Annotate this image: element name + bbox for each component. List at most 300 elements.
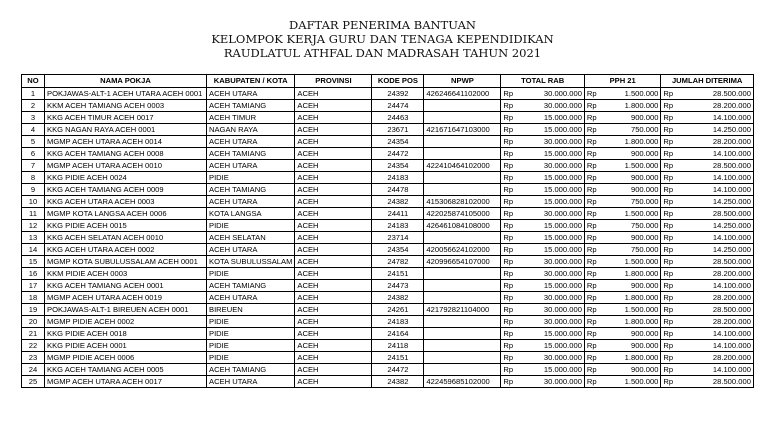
currency-label: Rp bbox=[584, 364, 601, 376]
cell-total-rab: 30.000.000 bbox=[517, 292, 584, 304]
cell-npwp bbox=[424, 268, 501, 280]
currency-label: Rp bbox=[584, 376, 601, 388]
cell-npwp bbox=[424, 352, 501, 364]
cell-pph21: 1.800.000 bbox=[601, 292, 661, 304]
table-row bbox=[22, 100, 754, 112]
currency-label: Rp bbox=[501, 88, 518, 100]
cell-kode-pos: 24261 bbox=[372, 304, 424, 316]
currency-label: Rp bbox=[661, 100, 678, 112]
cell-provinsi: ACEH bbox=[295, 88, 372, 100]
cell-jumlah-diterima: 28.200.000 bbox=[677, 292, 753, 304]
cell-kode-pos: 24474 bbox=[372, 100, 424, 112]
cell-npwp: 426461084108000 bbox=[424, 220, 501, 232]
cell-no: 5 bbox=[22, 136, 45, 148]
currency-label: Rp bbox=[501, 232, 518, 244]
currency-label: Rp bbox=[661, 304, 678, 316]
cell-kode-pos: 24472 bbox=[372, 364, 424, 376]
cell-nama-pokja: KKG PIDIE ACEH 0024 bbox=[45, 172, 207, 184]
cell-kode-pos: 24472 bbox=[372, 148, 424, 160]
cell-npwp bbox=[424, 364, 501, 376]
cell-nama-pokja: KKG NAGAN RAYA ACEH 0001 bbox=[45, 124, 207, 136]
cell-total-rab: 15.000.000 bbox=[517, 364, 584, 376]
cell-no: 2 bbox=[22, 100, 45, 112]
currency-label: Rp bbox=[501, 292, 518, 304]
table-row bbox=[22, 88, 754, 100]
cell-total-rab: 30.000.000 bbox=[517, 100, 584, 112]
cell-kabupaten: ACEH UTARA bbox=[207, 160, 295, 172]
cell-kabupaten: PIDIE bbox=[207, 268, 295, 280]
col-header-kabupaten: KABUPATEN / KOTA bbox=[207, 75, 295, 88]
cell-kode-pos: 24183 bbox=[372, 172, 424, 184]
cell-total-rab: 15.000.000 bbox=[517, 112, 584, 124]
currency-label: Rp bbox=[584, 256, 601, 268]
cell-total-rab: 30.000.000 bbox=[517, 208, 584, 220]
cell-jumlah-diterima: 14.100.000 bbox=[677, 340, 753, 352]
cell-nama-pokja: MGMP PIDIE ACEH 0002 bbox=[45, 316, 207, 328]
cell-no: 12 bbox=[22, 220, 45, 232]
cell-kode-pos: 24392 bbox=[372, 88, 424, 100]
cell-jumlah-diterima: 28.200.000 bbox=[677, 268, 753, 280]
table-row bbox=[22, 124, 754, 136]
col-header-total-rab: TOTAL RAB bbox=[501, 75, 585, 88]
cell-no: 15 bbox=[22, 256, 45, 268]
cell-provinsi: ACEH bbox=[295, 184, 372, 196]
cell-kabupaten: ACEH UTARA bbox=[207, 196, 295, 208]
cell-nama-pokja: MGMP ACEH UTARA ACEH 0010 bbox=[45, 160, 207, 172]
cell-total-rab: 30.000.000 bbox=[517, 136, 584, 148]
currency-label: Rp bbox=[584, 172, 601, 184]
cell-kode-pos: 24473 bbox=[372, 280, 424, 292]
cell-kabupaten: ACEH TAMIANG bbox=[207, 184, 295, 196]
cell-no: 3 bbox=[22, 112, 45, 124]
cell-provinsi: ACEH bbox=[295, 304, 372, 316]
cell-pph21: 900.000 bbox=[601, 172, 661, 184]
cell-kode-pos: 24118 bbox=[372, 340, 424, 352]
cell-pph21: 900.000 bbox=[601, 328, 661, 340]
cell-pph21: 1.800.000 bbox=[601, 100, 661, 112]
cell-jumlah-diterima: 28.200.000 bbox=[677, 352, 753, 364]
cell-no: 21 bbox=[22, 328, 45, 340]
cell-kode-pos: 24354 bbox=[372, 160, 424, 172]
cell-no: 6 bbox=[22, 148, 45, 160]
currency-label: Rp bbox=[501, 256, 518, 268]
currency-label: Rp bbox=[501, 280, 518, 292]
cell-nama-pokja: KKG ACEH UTARA ACEH 0002 bbox=[45, 244, 207, 256]
cell-no: 14 bbox=[22, 244, 45, 256]
table-row bbox=[22, 328, 754, 340]
cell-npwp: 420056624102000 bbox=[424, 244, 501, 256]
cell-provinsi: ACEH bbox=[295, 208, 372, 220]
cell-jumlah-diterima: 14.100.000 bbox=[677, 364, 753, 376]
document-title-line-3: RAUDLATUL ATHFAL DAN MADRASAH TAHUN 2021 bbox=[223, 46, 542, 60]
cell-kode-pos: 24382 bbox=[372, 292, 424, 304]
cell-no: 11 bbox=[22, 208, 45, 220]
cell-provinsi: ACEH bbox=[295, 124, 372, 136]
cell-nama-pokja: KKG ACEH SELATAN ACEH 0010 bbox=[45, 232, 207, 244]
cell-nama-pokja: KKM ACEH TAMIANG ACEH 0003 bbox=[45, 100, 207, 112]
cell-pph21: 1.500.000 bbox=[601, 256, 661, 268]
cell-npwp bbox=[424, 340, 501, 352]
cell-total-rab: 15.000.000 bbox=[517, 232, 584, 244]
currency-label: Rp bbox=[584, 292, 601, 304]
currency-label: Rp bbox=[661, 364, 678, 376]
cell-no: 25 bbox=[22, 376, 45, 388]
cell-kode-pos: 24151 bbox=[372, 352, 424, 364]
cell-provinsi: ACEH bbox=[295, 292, 372, 304]
currency-label: Rp bbox=[584, 148, 601, 160]
cell-kabupaten: PIDIE bbox=[207, 328, 295, 340]
currency-label: Rp bbox=[584, 196, 601, 208]
currency-label: Rp bbox=[501, 136, 518, 148]
cell-kabupaten: ACEH UTARA bbox=[207, 136, 295, 148]
cell-total-rab: 15.000.000 bbox=[517, 328, 584, 340]
cell-nama-pokja: KKG PIDIE ACEH 0001 bbox=[45, 340, 207, 352]
cell-total-rab: 15.000.000 bbox=[517, 280, 584, 292]
cell-pph21: 1.500.000 bbox=[601, 160, 661, 172]
cell-kode-pos: 24183 bbox=[372, 316, 424, 328]
table-row bbox=[22, 340, 754, 352]
table-row bbox=[22, 184, 754, 196]
currency-label: Rp bbox=[584, 220, 601, 232]
cell-provinsi: ACEH bbox=[295, 316, 372, 328]
currency-label: Rp bbox=[584, 100, 601, 112]
cell-kabupaten: BIREUEN bbox=[207, 304, 295, 316]
cell-jumlah-diterima: 28.500.000 bbox=[677, 376, 753, 388]
table-row bbox=[22, 256, 754, 268]
cell-kabupaten: ACEH UTARA bbox=[207, 88, 295, 100]
cell-provinsi: ACEH bbox=[295, 376, 372, 388]
currency-label: Rp bbox=[584, 88, 601, 100]
cell-kode-pos: 24183 bbox=[372, 220, 424, 232]
cell-nama-pokja: KKG ACEH TAMIANG ACEH 0008 bbox=[45, 148, 207, 160]
cell-npwp: 422025874105000 bbox=[424, 208, 501, 220]
cell-no: 17 bbox=[22, 280, 45, 292]
cell-npwp bbox=[424, 172, 501, 184]
cell-nama-pokja: KKG ACEH TAMIANG ACEH 0001 bbox=[45, 280, 207, 292]
currency-label: Rp bbox=[501, 112, 518, 124]
cell-provinsi: ACEH bbox=[295, 160, 372, 172]
cell-total-rab: 15.000.000 bbox=[517, 124, 584, 136]
cell-npwp bbox=[424, 136, 501, 148]
cell-pph21: 1.800.000 bbox=[601, 352, 661, 364]
cell-npwp bbox=[424, 232, 501, 244]
currency-label: Rp bbox=[584, 184, 601, 196]
currency-label: Rp bbox=[661, 136, 678, 148]
cell-jumlah-diterima: 28.500.000 bbox=[677, 88, 753, 100]
currency-label: Rp bbox=[501, 352, 518, 364]
currency-label: Rp bbox=[501, 316, 518, 328]
cell-kabupaten: ACEH UTARA bbox=[207, 244, 295, 256]
currency-label: Rp bbox=[501, 268, 518, 280]
cell-npwp: 422459685102000 bbox=[424, 376, 501, 388]
cell-nama-pokja: KKG ACEH TAMIANG ACEH 0005 bbox=[45, 364, 207, 376]
cell-jumlah-diterima: 14.100.000 bbox=[677, 280, 753, 292]
cell-total-rab: 15.000.000 bbox=[517, 196, 584, 208]
cell-pph21: 750.000 bbox=[601, 196, 661, 208]
cell-no: 7 bbox=[22, 160, 45, 172]
cell-kode-pos: 23671 bbox=[372, 124, 424, 136]
currency-label: Rp bbox=[584, 340, 601, 352]
currency-label: Rp bbox=[661, 280, 678, 292]
cell-kabupaten: ACEH TIMUR bbox=[207, 112, 295, 124]
cell-nama-pokja: MGMP PIDIE ACEH 0006 bbox=[45, 352, 207, 364]
cell-npwp bbox=[424, 112, 501, 124]
cell-kode-pos: 24151 bbox=[372, 268, 424, 280]
currency-label: Rp bbox=[661, 256, 678, 268]
table-row bbox=[22, 268, 754, 280]
currency-label: Rp bbox=[661, 88, 678, 100]
currency-label: Rp bbox=[584, 160, 601, 172]
cell-pph21: 900.000 bbox=[601, 184, 661, 196]
cell-jumlah-diterima: 14.250.000 bbox=[677, 220, 753, 232]
cell-pph21: 1.800.000 bbox=[601, 268, 661, 280]
cell-kabupaten: ACEH SELATAN bbox=[207, 232, 295, 244]
currency-label: Rp bbox=[501, 160, 518, 172]
cell-provinsi: ACEH bbox=[295, 112, 372, 124]
currency-label: Rp bbox=[501, 172, 518, 184]
currency-label: Rp bbox=[501, 376, 518, 388]
cell-npwp: 421671647103000 bbox=[424, 124, 501, 136]
cell-nama-pokja: MGMP ACEH UTARA ACEH 0019 bbox=[45, 292, 207, 304]
currency-label: Rp bbox=[661, 196, 678, 208]
cell-kabupaten: ACEH TAMIANG bbox=[207, 148, 295, 160]
currency-label: Rp bbox=[501, 196, 518, 208]
cell-provinsi: ACEH bbox=[295, 100, 372, 112]
cell-npwp: 422410464102000 bbox=[424, 160, 501, 172]
table-row bbox=[22, 196, 754, 208]
cell-nama-pokja: KKG ACEH UTARA ACEH 0003 bbox=[45, 196, 207, 208]
table-row bbox=[22, 136, 754, 148]
cell-provinsi: ACEH bbox=[295, 148, 372, 160]
cell-pph21: 900.000 bbox=[601, 364, 661, 376]
cell-no: 22 bbox=[22, 340, 45, 352]
currency-label: Rp bbox=[661, 184, 678, 196]
col-header-provinsi: PROVINSI bbox=[295, 75, 372, 88]
cell-jumlah-diterima: 28.500.000 bbox=[677, 208, 753, 220]
cell-npwp bbox=[424, 184, 501, 196]
currency-label: Rp bbox=[584, 352, 601, 364]
cell-provinsi: ACEH bbox=[295, 256, 372, 268]
col-header-jumlah: JUMLAH DITERIMA bbox=[661, 75, 754, 88]
cell-nama-pokja: MGMP ACEH UTARA ACEH 0017 bbox=[45, 376, 207, 388]
cell-jumlah-diterima: 14.100.000 bbox=[677, 184, 753, 196]
cell-npwp: 421792821104000 bbox=[424, 304, 501, 316]
cell-npwp: 420996654107000 bbox=[424, 256, 501, 268]
cell-provinsi: ACEH bbox=[295, 340, 372, 352]
cell-kabupaten: PIDIE bbox=[207, 316, 295, 328]
cell-nama-pokja: MGMP KOTA LANGSA ACEH 0006 bbox=[45, 208, 207, 220]
cell-total-rab: 15.000.000 bbox=[517, 340, 584, 352]
currency-label: Rp bbox=[661, 112, 678, 124]
cell-total-rab: 30.000.000 bbox=[517, 160, 584, 172]
cell-kode-pos: 24354 bbox=[372, 136, 424, 148]
currency-label: Rp bbox=[661, 244, 678, 256]
currency-label: Rp bbox=[501, 244, 518, 256]
currency-label: Rp bbox=[661, 124, 678, 136]
cell-npwp bbox=[424, 100, 501, 112]
cell-provinsi: ACEH bbox=[295, 328, 372, 340]
table-row bbox=[22, 304, 754, 316]
cell-nama-pokja: KKG PIDIE ACEH 0018 bbox=[45, 328, 207, 340]
table-row bbox=[22, 292, 754, 304]
currency-label: Rp bbox=[661, 232, 678, 244]
cell-kabupaten: NAGAN RAYA bbox=[207, 124, 295, 136]
cell-pph21: 900.000 bbox=[601, 148, 661, 160]
cell-no: 18 bbox=[22, 292, 45, 304]
currency-label: Rp bbox=[501, 364, 518, 376]
cell-no: 13 bbox=[22, 232, 45, 244]
currency-label: Rp bbox=[501, 124, 518, 136]
cell-jumlah-diterima: 14.250.000 bbox=[677, 124, 753, 136]
table-row bbox=[22, 172, 754, 184]
cell-no: 19 bbox=[22, 304, 45, 316]
cell-total-rab: 15.000.000 bbox=[517, 172, 584, 184]
col-header-npwp: NPWP bbox=[424, 75, 501, 88]
cell-kode-pos: 23714 bbox=[372, 232, 424, 244]
cell-kode-pos: 24382 bbox=[372, 196, 424, 208]
cell-jumlah-diterima: 28.500.000 bbox=[677, 160, 753, 172]
cell-kabupaten: KOTA SUBULUSSALAM bbox=[207, 256, 295, 268]
cell-nama-pokja: KKG ACEH TIMUR ACEH 0017 bbox=[45, 112, 207, 124]
currency-label: Rp bbox=[584, 244, 601, 256]
cell-total-rab: 30.000.000 bbox=[517, 256, 584, 268]
cell-kode-pos: 24478 bbox=[372, 184, 424, 196]
cell-jumlah-diterima: 14.100.000 bbox=[677, 172, 753, 184]
cell-pph21: 1.500.000 bbox=[601, 376, 661, 388]
table-row bbox=[22, 244, 754, 256]
col-header-no: NO bbox=[22, 75, 45, 88]
cell-pph21: 900.000 bbox=[601, 112, 661, 124]
cell-no: 20 bbox=[22, 316, 45, 328]
cell-total-rab: 15.000.000 bbox=[517, 148, 584, 160]
table-row bbox=[22, 316, 754, 328]
cell-kabupaten: PIDIE bbox=[207, 172, 295, 184]
cell-kode-pos: 24411 bbox=[372, 208, 424, 220]
cell-nama-pokja: POKJAWAS-ALT-1 BIREUEN ACEH 0001 bbox=[45, 304, 207, 316]
currency-label: Rp bbox=[661, 172, 678, 184]
cell-npwp bbox=[424, 148, 501, 160]
cell-pph21: 900.000 bbox=[601, 280, 661, 292]
cell-total-rab: 15.000.000 bbox=[517, 244, 584, 256]
cell-jumlah-diterima: 14.250.000 bbox=[677, 244, 753, 256]
currency-label: Rp bbox=[661, 148, 678, 160]
currency-label: Rp bbox=[584, 316, 601, 328]
cell-provinsi: ACEH bbox=[295, 364, 372, 376]
currency-label: Rp bbox=[584, 304, 601, 316]
cell-no: 9 bbox=[22, 184, 45, 196]
cell-kode-pos: 24463 bbox=[372, 112, 424, 124]
cell-total-rab: 30.000.000 bbox=[517, 88, 584, 100]
currency-label: Rp bbox=[661, 316, 678, 328]
currency-label: Rp bbox=[584, 232, 601, 244]
cell-provinsi: ACEH bbox=[295, 268, 372, 280]
table-row bbox=[22, 280, 754, 292]
cell-pph21: 1.500.000 bbox=[601, 304, 661, 316]
currency-label: Rp bbox=[501, 328, 518, 340]
cell-kabupaten: KOTA LANGSA bbox=[207, 208, 295, 220]
cell-total-rab: 15.000.000 bbox=[517, 220, 584, 232]
cell-kabupaten: ACEH UTARA bbox=[207, 292, 295, 304]
cell-no: 23 bbox=[22, 352, 45, 364]
currency-label: Rp bbox=[661, 352, 678, 364]
cell-total-rab: 30.000.000 bbox=[517, 376, 584, 388]
cell-total-rab: 30.000.000 bbox=[517, 316, 584, 328]
currency-label: Rp bbox=[661, 328, 678, 340]
cell-pph21: 900.000 bbox=[601, 340, 661, 352]
cell-no: 8 bbox=[22, 172, 45, 184]
currency-label: Rp bbox=[661, 160, 678, 172]
table-row bbox=[22, 160, 754, 172]
cell-npwp bbox=[424, 280, 501, 292]
cell-jumlah-diterima: 14.250.000 bbox=[677, 196, 753, 208]
table-row bbox=[22, 112, 754, 124]
cell-nama-pokja: KKM PIDIE ACEH 0003 bbox=[45, 268, 207, 280]
table-row bbox=[22, 352, 754, 364]
cell-kabupaten: PIDIE bbox=[207, 340, 295, 352]
table-row bbox=[22, 208, 754, 220]
cell-npwp bbox=[424, 292, 501, 304]
table-row bbox=[22, 364, 754, 376]
table-header-row bbox=[22, 75, 754, 88]
col-header-kode-pos: KODE POS bbox=[372, 75, 424, 88]
cell-npwp bbox=[424, 328, 501, 340]
currency-label: Rp bbox=[584, 136, 601, 148]
cell-kabupaten: PIDIE bbox=[207, 352, 295, 364]
currency-label: Rp bbox=[501, 340, 518, 352]
table-row bbox=[22, 220, 754, 232]
cell-kode-pos: 24164 bbox=[372, 328, 424, 340]
cell-kabupaten: ACEH TAMIANG bbox=[207, 364, 295, 376]
cell-total-rab: 30.000.000 bbox=[517, 268, 584, 280]
cell-nama-pokja: KKG ACEH TAMIANG ACEH 0009 bbox=[45, 184, 207, 196]
cell-nama-pokja: POKJAWAS-ALT-1 ACEH UTARA ACEH 0001 bbox=[45, 88, 207, 100]
currency-label: Rp bbox=[501, 148, 518, 160]
document-title-line-2: KELOMPOK KERJA GURU DAN TENAGA KEPENDIDIKAN bbox=[211, 32, 554, 46]
cell-jumlah-diterima: 28.200.000 bbox=[677, 136, 753, 148]
cell-provinsi: ACEH bbox=[295, 172, 372, 184]
cell-kabupaten: ACEH TAMIANG bbox=[207, 100, 295, 112]
currency-label: Rp bbox=[584, 112, 601, 124]
currency-label: Rp bbox=[584, 268, 601, 280]
cell-jumlah-diterima: 28.200.000 bbox=[677, 100, 753, 112]
cell-provinsi: ACEH bbox=[295, 136, 372, 148]
currency-label: Rp bbox=[661, 340, 678, 352]
table-body bbox=[22, 88, 754, 388]
cell-no: 1 bbox=[22, 88, 45, 100]
cell-provinsi: ACEH bbox=[295, 244, 372, 256]
currency-label: Rp bbox=[501, 220, 518, 232]
cell-pph21: 900.000 bbox=[601, 232, 661, 244]
cell-jumlah-diterima: 14.100.000 bbox=[677, 112, 753, 124]
recipients-table bbox=[21, 74, 754, 388]
cell-kode-pos: 24782 bbox=[372, 256, 424, 268]
cell-nama-pokja: MGMP KOTA SUBULUSSALAM ACEH 0001 bbox=[45, 256, 207, 268]
cell-jumlah-diterima: 14.100.000 bbox=[677, 328, 753, 340]
cell-total-rab: 15.000.000 bbox=[517, 184, 584, 196]
cell-provinsi: ACEH bbox=[295, 352, 372, 364]
currency-label: Rp bbox=[661, 220, 678, 232]
cell-kode-pos: 24382 bbox=[372, 376, 424, 388]
cell-no: 4 bbox=[22, 124, 45, 136]
cell-kabupaten: PIDIE bbox=[207, 220, 295, 232]
currency-label: Rp bbox=[661, 292, 678, 304]
cell-jumlah-diterima: 14.100.000 bbox=[677, 232, 753, 244]
table-row bbox=[22, 148, 754, 160]
cell-kabupaten: ACEH TAMIANG bbox=[207, 280, 295, 292]
cell-pph21: 1.800.000 bbox=[601, 136, 661, 148]
cell-kabupaten: ACEH UTARA bbox=[207, 376, 295, 388]
col-header-pph21: PPH 21 bbox=[584, 75, 661, 88]
